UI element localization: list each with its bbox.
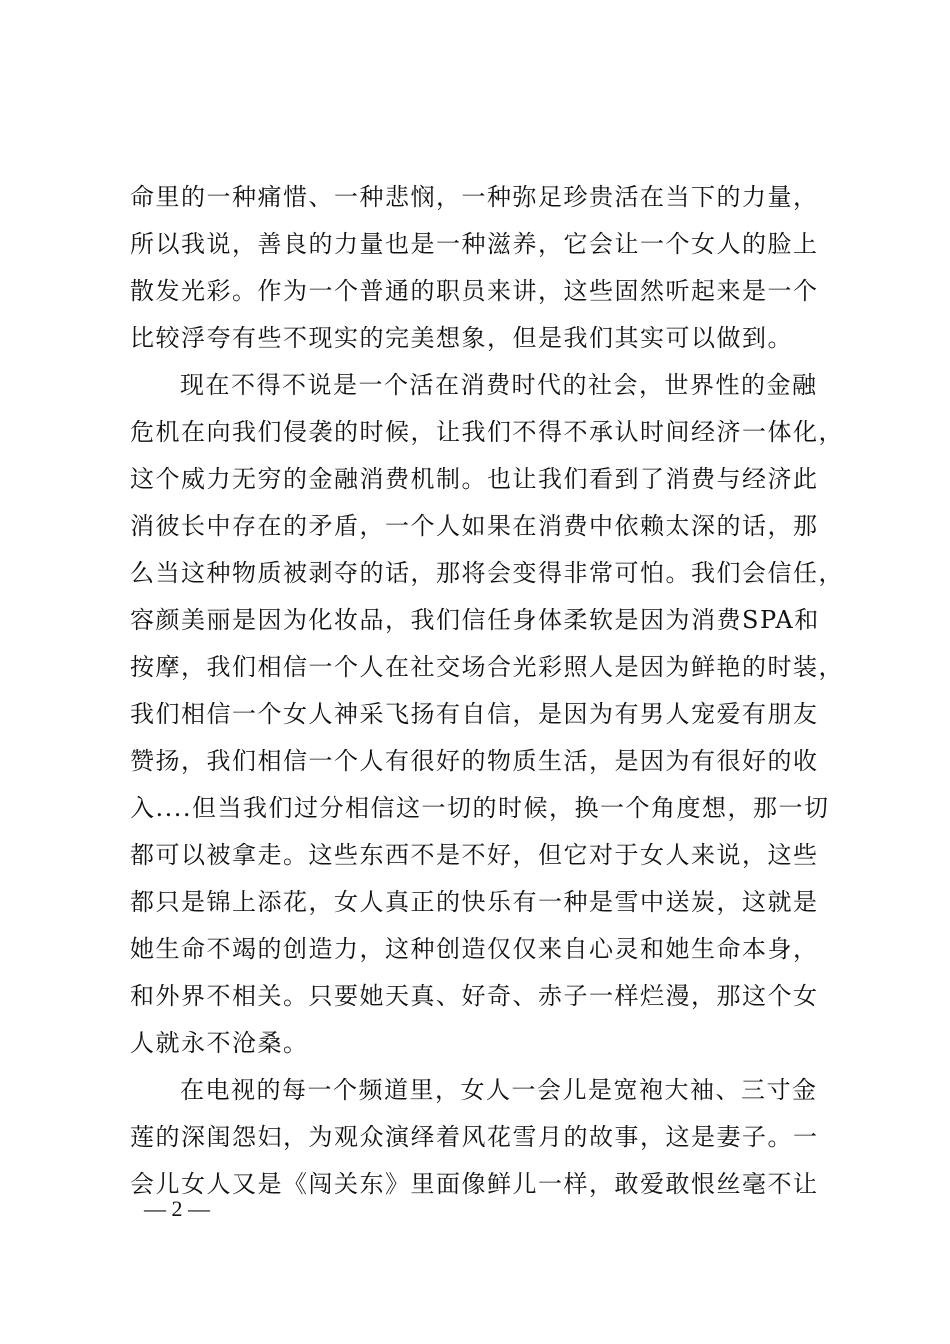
text-line: 赞扬，我们相信一个人有很好的物质生活，是因为有很好的收	[130, 747, 819, 775]
text-line: 么当这种物质被剥夺的话，那将会变得非常可怕。我们会信任，	[130, 559, 844, 587]
text-line: 消彼长中存在的矛盾，一个人如果在消费中依赖太深的话，那	[130, 512, 819, 540]
text-line: 命里的一种痛惜、一种悲悯，一种弥足珍贵活在当下的力量，	[130, 183, 819, 211]
text-line: 比较浮夸有些不现实的完美想象，但是我们其实可以做到。	[130, 324, 793, 352]
paragraph-start-line: 现在不得不说是一个活在消费时代的社会，世界性的金融	[180, 371, 818, 399]
text-line: 和外界不相关。只要她天真、好奇、赤子一样烂漫，那这个女	[130, 982, 819, 1010]
text-line: 会儿女人又是《闯关东》里面像鲜儿一样，敢爱敢恨丝毫不让	[130, 1170, 819, 1198]
page-number: — 2 —	[144, 1196, 210, 1221]
text-line: 这个威力无穷的金融消费机制。也让我们看到了消费与经济此	[130, 465, 819, 493]
text-line: 我们相信一个女人神采飞扬有自信，是因为有男人宠爱有朋友	[130, 700, 819, 728]
text-line: 人就永不沧桑。	[130, 1029, 309, 1057]
text-line: 她生命不竭的创造力，这种创造仅仅来自心灵和她生命本身，	[130, 935, 819, 963]
text-line: 散发光彩。作为一个普通的职员来讲，这些固然听起来是一个	[130, 277, 819, 305]
text-line: 所以我说，善良的力量也是一种滋养，它会让一个女人的脸上	[130, 230, 819, 258]
text-line: 容颜美丽是因为化妆品，我们信任身体柔软是因为消费SPA和	[130, 606, 820, 634]
paragraph-start-line: 在电视的每一个频道里，女人一会儿是宽袍大袖、三寸金	[180, 1076, 818, 1104]
text-line: 都只是锦上添花，女人真正的快乐有一种是雪中送炭，这就是	[130, 888, 819, 916]
text-line: 都可以被拿走。这些东西不是不好，但它对于女人来说，这些	[130, 841, 819, 869]
text-line: 危机在向我们侵袭的时候，让我们不得不承认时间经济一体化，	[130, 418, 844, 446]
text-line: 莲的深闺怨妇，为观众演绎着风花雪月的故事，这是妻子。一	[130, 1123, 819, 1151]
text-line: 按摩，我们相信一个人在社交场合光彩照人是因为鲜艳的时装，	[130, 653, 844, 681]
text-line: 入....但当我们过分相信这一切的时候，换一个角度想，那一切	[130, 794, 830, 822]
